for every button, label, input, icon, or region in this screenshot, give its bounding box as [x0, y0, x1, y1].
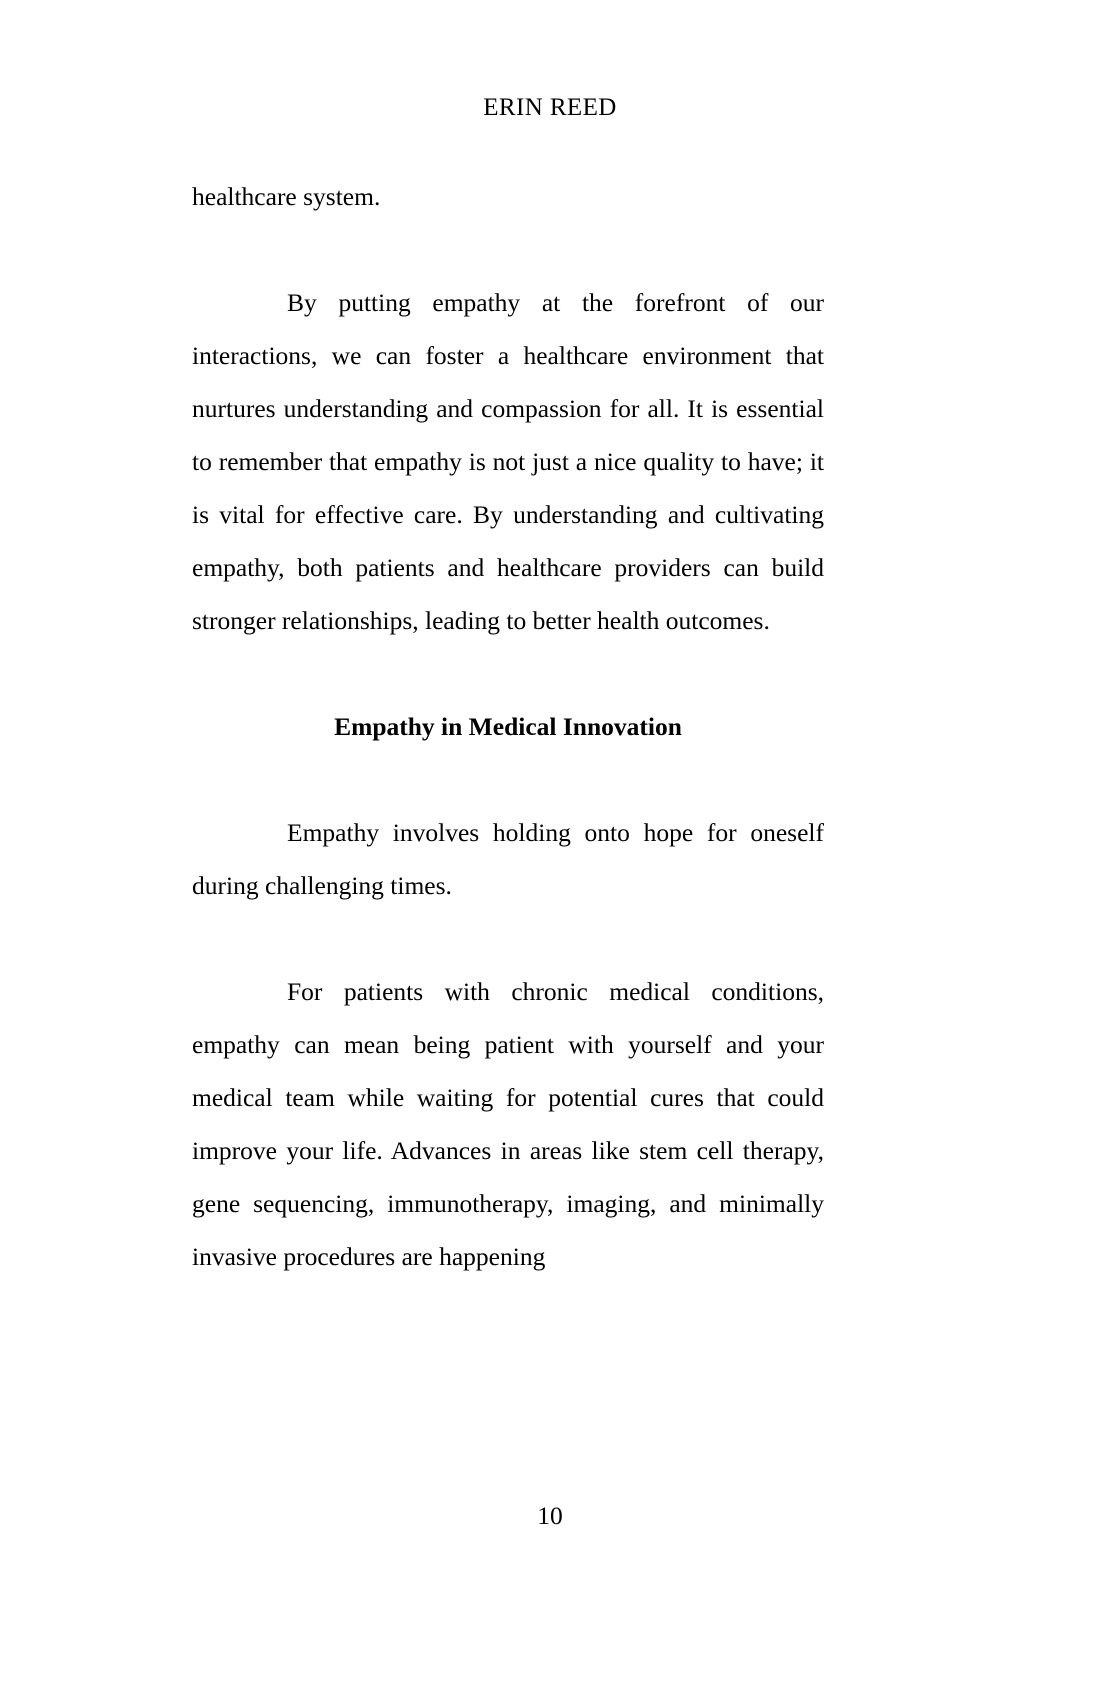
paragraph-spacer: [192, 753, 824, 806]
paragraph-holding-onto-hope: Empathy involves holding onto hope for oneself during challenging times.: [192, 818, 824, 900]
paragraph-spacer: [192, 647, 824, 700]
running-header: ERIN REED: [483, 94, 617, 121]
paragraph-chronic-conditions: For patients with chronic medical conditions, empathy can mean being patient with yourself and your medical team while waiting for potential cures that could improve your life. Advances in areas like stem cell therapy, gene sequencing, immunotherapy, imaging, and minimally invasive procedures are happening: [192, 977, 824, 1271]
continued-paragraph: healthcare system.: [192, 182, 381, 211]
section-heading-empathy-in-medical-innovation: Empathy in Medical Innovation: [334, 712, 682, 741]
paragraph-spacer: [192, 912, 824, 965]
page-number: 10: [537, 1501, 563, 1530]
paragraph-empathy-forefront: By putting empathy at the forefront of our interactions, we can foster a healthcare environment that nurtures understanding and compassion for all. It is essential to remember that empathy is not just a nice quality to have; it is vital for effective care. By understanding and cultivating empathy, both patients and healthcare providers can build stronger relationships, leading to better health outcomes.: [192, 288, 824, 635]
page-body: [192, 170, 824, 1283]
paragraph-spacer: [192, 223, 824, 276]
